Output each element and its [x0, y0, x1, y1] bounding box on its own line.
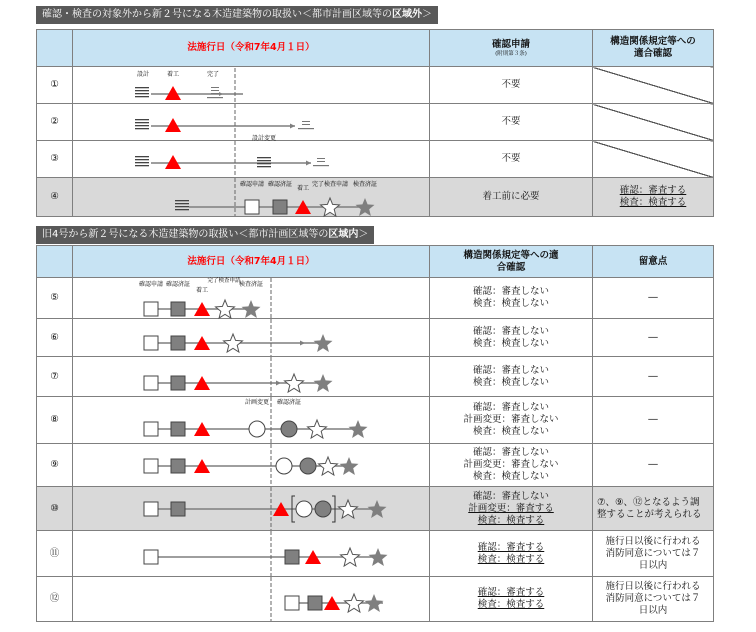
row-number: ② — [37, 104, 73, 141]
table-row — [37, 487, 714, 531]
row-number: ⑧ — [37, 397, 73, 444]
notes-value: 施行日以後に行われる消防同意については７日以内 — [593, 577, 714, 622]
inspect-cert-label: 検査済証 — [352, 181, 378, 188]
row-number: ⑩ — [37, 487, 73, 531]
plan-change-label: 設計変更 — [251, 135, 277, 142]
notes-value: ― — [593, 444, 714, 487]
table-row — [37, 357, 714, 397]
table-row — [37, 319, 714, 357]
svg-text:確認済証: 確認済証 — [276, 399, 302, 406]
inspect-apply-label: 完了検査申請 — [311, 181, 349, 188]
compliance-value: 確認：審査しない 計画変更：審査しない 検査：検査しない — [430, 444, 593, 487]
apply-square-icon — [245, 200, 259, 214]
start-triangle-icon — [165, 155, 181, 169]
building-icon — [207, 87, 223, 98]
compliance-value-na — [593, 141, 714, 178]
confirm-column-header: 確認申請 (附則第３条) — [430, 30, 593, 67]
table-row — [37, 531, 714, 577]
svg-text:検査済証: 検査済証 — [238, 281, 264, 288]
notes-column-header: 留意点 — [593, 246, 714, 278]
start-triangle-icon — [165, 86, 181, 100]
table-row — [37, 104, 714, 141]
date-column-header: 法施行日（令和7年4月１日） — [73, 246, 430, 278]
notes-value: ― — [593, 319, 714, 357]
timeline-cell — [73, 319, 430, 357]
compliance-column-header: 構造関係規定等への適合確認 — [593, 30, 714, 67]
compliance-value: 確認：審査する 検査：検査する — [430, 531, 593, 577]
inspect-apply-star-icon — [321, 198, 340, 216]
table-row — [37, 278, 714, 319]
design-label: 設計 — [136, 71, 150, 78]
timeline-cell — [73, 577, 430, 622]
row-number: ⑫ — [37, 577, 73, 622]
compliance-column-header: 構造関係規定等への適合確認 — [430, 246, 593, 278]
apply-label: 確認申請 — [239, 181, 265, 188]
svg-text:確認済証: 確認済証 — [165, 281, 191, 288]
section1-table — [36, 29, 714, 217]
inspect-cert-star-icon — [356, 198, 375, 216]
timeline-cell — [73, 444, 430, 487]
svg-text:確認申請: 確認申請 — [138, 281, 164, 288]
compliance-value-na — [593, 67, 714, 104]
start-label: 着工 — [296, 185, 310, 192]
cert-label: 確認済証 — [267, 181, 293, 188]
inspect-cert-star-icon — [242, 300, 261, 318]
section1-header: 確認・検査の対象外から新２号になる木造建築物の取扱い＜都市計画区域等の区域外＞ — [36, 6, 438, 24]
compliance-value: 確認：審査する 検査：検査する — [593, 178, 714, 217]
complete-label: 完了 — [206, 71, 220, 78]
apply-square-icon — [144, 302, 158, 316]
table-row — [37, 178, 714, 217]
timeline-cell — [73, 357, 430, 397]
section2-table — [36, 245, 714, 622]
compliance-value: 確認：審査しない 検査：検査しない — [430, 278, 593, 319]
timeline-cell — [73, 487, 430, 531]
cert-square-icon — [171, 302, 185, 316]
row-number: ⑥ — [37, 319, 73, 357]
notes-value: ⑦、⑨、⑫となるよう調整することが考えられる — [593, 487, 714, 531]
start-triangle-icon — [165, 118, 181, 132]
row-number: ④ — [37, 178, 73, 217]
section2-header-row — [37, 246, 714, 278]
section1-header-row — [37, 30, 714, 67]
section2-header: 旧4号から新２号になる木造建築物の取扱い＜都市計画区域等の区域内＞ — [36, 226, 374, 244]
plan-change-circle-icon — [249, 421, 265, 437]
timeline-cell — [73, 135, 430, 178]
row-number: ⑦ — [37, 357, 73, 397]
timeline-cell — [73, 531, 430, 577]
svg-text:計画変更: 計画変更 — [244, 399, 270, 406]
row-number: ⑨ — [37, 444, 73, 487]
document-icon — [135, 87, 149, 97]
row-number: ③ — [37, 141, 73, 178]
confirm-value: 不要 — [430, 67, 593, 104]
confirm-value: 着工前に必要 — [430, 178, 593, 217]
timeline-cell — [73, 397, 430, 444]
notes-value: 施行日以後に行われる消防同意については７日以内 — [593, 531, 714, 577]
compliance-value: 確認：審査しない 計画変更：審査する 検査：検査する — [430, 487, 593, 531]
notes-value: ― — [593, 357, 714, 397]
confirm-value: 不要 — [430, 141, 593, 178]
timeline-cell — [73, 178, 430, 217]
timeline-cell — [73, 278, 430, 319]
svg-text:着工: 着工 — [195, 287, 209, 294]
table-row — [37, 397, 714, 444]
table-row — [37, 141, 714, 178]
notes-value: ― — [593, 278, 714, 319]
cert-square-icon — [273, 200, 287, 214]
row-number: ① — [37, 67, 73, 104]
compliance-value-na — [593, 104, 714, 141]
notes-value: ― — [593, 397, 714, 444]
cert-circle-icon — [281, 421, 297, 437]
compliance-value: 確認：審査しない 検査：検査しない — [430, 319, 593, 357]
timeline-cell — [73, 67, 430, 104]
row-number: ⑪ — [37, 531, 73, 577]
svg-text:完了検査申請: 完了検査申請 — [207, 278, 241, 284]
table-row — [37, 67, 714, 104]
start-label: 着工 — [166, 71, 180, 78]
compliance-value: 確認：審査する 検査：検査する — [430, 577, 593, 622]
table-row — [37, 577, 714, 622]
date-column-header: 法施行日（令和7年4月１日） — [73, 30, 430, 67]
compliance-value: 確認：審査しない 計画変更：審査しない 検査：検査しない — [430, 397, 593, 444]
confirm-value: 不要 — [430, 104, 593, 141]
table-row — [37, 444, 714, 487]
row-number: ⑤ — [37, 278, 73, 319]
inspect-apply-star-icon — [216, 300, 235, 318]
compliance-value: 確認：審査しない 検査：検査しない — [430, 357, 593, 397]
